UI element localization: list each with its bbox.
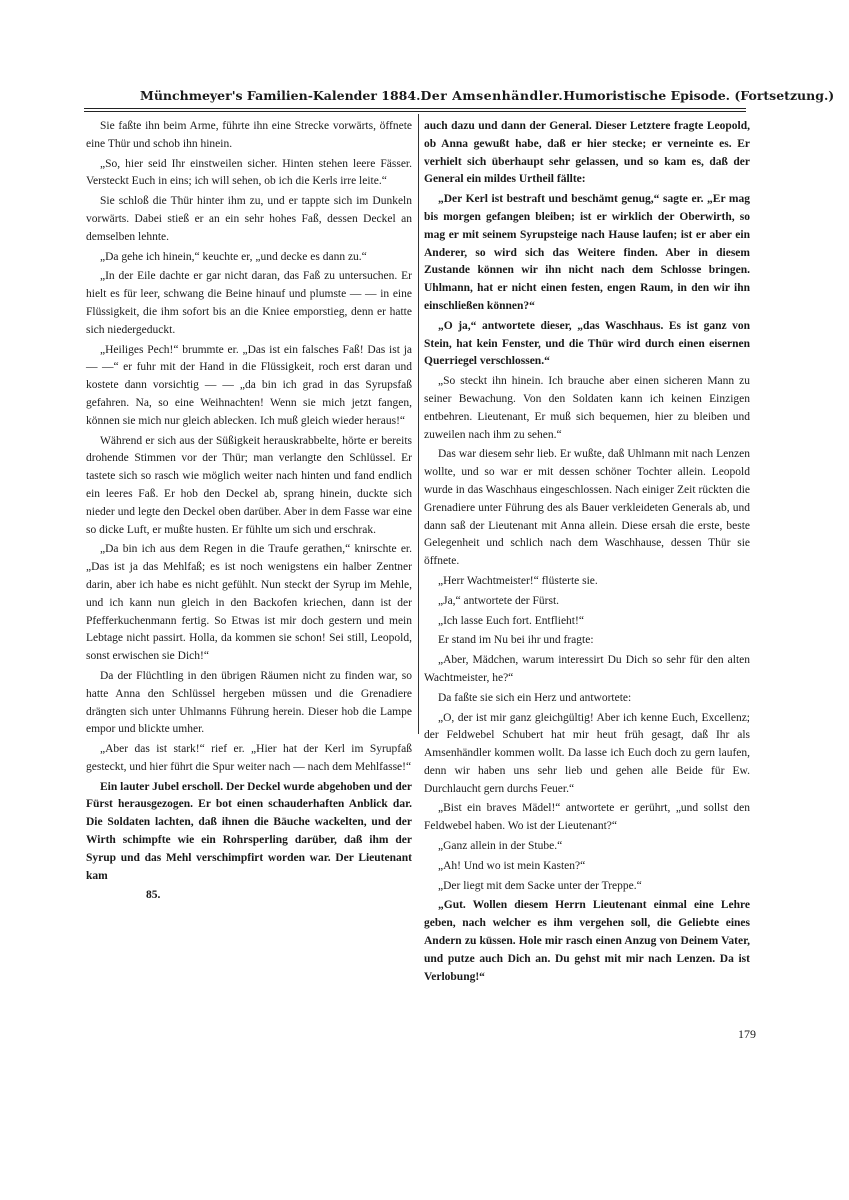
paragraph: Das war diesem sehr lieb. Er wußte, daß Uhlmann mit nach Lenzen wollte, und so war er mit dessen schöner Tochter allein. Leopold wurde in das Waschhaus eingeschlossen. Nach einiger Zeit rückten die Grenadiere unter Führung des als Bauer verkleideten Generals ab, und dann saß der Lieutenant mit Anna allein. Diese ersah die erste, beste Gelegenheit und schlich nach dem Waschhause, dessen Thür sie öffnete. <box>424 448 750 568</box>
running-header <box>140 88 835 103</box>
paragraph: „Ah! Und wo ist mein Kasten?“ <box>438 859 586 872</box>
paragraph: Sie schloß die Thür hinter ihm zu, und er tappte sich im Dunkeln vorwärts. Dabei stieß er an ein sehr hohes Faß, dessen Deckel an demselben lehnte. <box>86 195 412 243</box>
header-rule <box>84 108 746 109</box>
paragraph: auch dazu und dann der General. Dieser Letztere fragte Leopold, ob Anna gewußt habe, daß er hier stecke; er verneinte es. Er verhielt sich überhaupt sehr gelassen, und so kam es, daß der General ein mildes Urtheil fällte: <box>424 120 750 186</box>
paragraph: Er stand im Nu bei ihr und fragte: <box>438 634 594 647</box>
page-number: 179 <box>738 1027 756 1041</box>
paragraph: „O ja,“ antwortete dieser, „das Waschhaus. Es ist ganz von Stein, hat kein Fenster, und die Thür wird durch einen eisernen Querriegel verschlossen.“ <box>424 319 750 368</box>
paragraph: „Ganz allein in der Stube.“ <box>438 840 563 853</box>
header-story-title: Der Amsenhändler. <box>420 88 564 103</box>
paragraph: Sie faßte ihn beim Arme, führte ihn eine Strecke vorwärts, öffnete eine Thür und schob ihn hinein. <box>86 120 412 150</box>
paragraph: Während er sich aus der Süßigkeit herauskrabbelte, hörte er bereits drohende Stimmen vor der Thür; man verlangte den Schlüssel. Er tastete sich so rasch wie möglich weiter nach hinten und fand endlich ein leeres Faß. Er hob den Deckel ab, sprang hinein, duckte sich nieder und legte den Deckel oben darüber. Aber in dem Fasse war eine so dicke Luft, er mußte husten. Er fühlte um sich und erschrak. <box>86 434 412 536</box>
paragraph: „In der Eile dachte er gar nicht daran, das Faß zu untersuchen. Er hielt es für leer, schwang die Beine hinauf und plumste — — in eine Flüssigkeit, die ihm sofort bis an die Kniee emporstieg, denn er hatte sich niedergeduckt. <box>86 270 412 336</box>
paragraph: „Herr Wachtmeister!“ flüsterte sie. <box>438 574 598 587</box>
paragraph: „Ja,“ antwortete der Fürst. <box>438 594 560 607</box>
paragraph: Da der Flüchtling in den übrigen Räumen nicht zu finden war, so hatte Anna den Schlüssel hergeben müssen und die Grenadiere drängten sich unter Uhlmanns Führung herein. Dieser hob die Lampe empor und blickte umher. <box>86 669 412 736</box>
header-rule-thin <box>84 111 746 112</box>
paragraph: „Bist ein braves Mädel!“ antwortete er gerührt, „und sollst den Feldwebel haben. Wo ist der Lieutenant?“ <box>424 802 750 833</box>
column-footer-number: 85. <box>146 889 161 902</box>
paragraph: Da faßte sie sich ein Herz und antwortete: <box>438 691 632 704</box>
paragraph: Ein lauter Jubel erscholl. Der Deckel wurde abgehoben und der Fürst herausgezogen. Er bot einen schauderhaften Anblick dar. Die Soldaten lachten, daß ihnen die Bäuche wackelten, und der Wirth schimpfte wie ein Rohrsperling darüber, daß ihm der Syrup und das Mehl verschimpfirt worden war. Der Lieutenant kam <box>86 780 412 882</box>
paragraph: „Ich lasse Euch fort. Entflieht!“ <box>438 614 584 627</box>
paragraph: „O, der ist mir ganz gleichgültig! Aber ich kenne Euch, Excellenz; der Feldwebel Schubert hat mir heut früh gesagt, daß Ihr als Amsenhändler kommen wollt. Da lasse ich Euch doch zu gern laufen, denn wir haben uns sehr lieb und gehen alle Beide für Ew. Durchlaucht gern durchs Feuer.“ <box>424 711 750 795</box>
paragraph: „Aber, Mädchen, warum interessirt Du Dich so sehr für den alten Wachtmeister, he?“ <box>424 654 750 684</box>
header-calendar-title: Münchmeyer's Familien-Kalender 1884. <box>140 88 421 103</box>
paragraph: „Da gehe ich hinein,“ keuchte er, „und decke es dann zu.“ <box>100 250 367 263</box>
paragraph: „Heiliges Pech!“ brummte er. „Das ist ein falsches Faß! Das ist ja — —“ er fuhr mit der Hand in die Flüssigkeit, roch erst daran und kostete dann vorsichtig — — „da bin ich grad in das Syrupsfaß gefahren. Na, so eine Weihnachten! Wenn sie mich jetzt fangen, können sie mich nur gleich ablecken. Ich muß gleich wieder heraus!“ <box>86 343 412 427</box>
paragraph: „Aber das ist stark!“ rief er. „Hier hat der Kerl im Syrupfaß gesteckt, und hier führt die Spur weiter nach — nach dem Mehlfasse!“ <box>86 743 412 773</box>
column-divider <box>418 114 419 734</box>
paragraph: „So steckt ihn hinein. Ich brauche aber einen sicheren Mann zu seiner Bewachung. Von den Soldaten kann ich keinen Einzigen entbehren. Lieutenant, Er muß sich bequemen, hier zu bleiben und zuweilen nach ihm zu sehen.“ <box>424 375 750 441</box>
paragraph: „Der liegt mit dem Sacke unter der Treppe.“ <box>438 879 642 892</box>
paragraph: „So, hier seid Ihr einstweilen sicher. Hinten stehen leere Fässer. Versteckt Euch in eins; ich will sehen, ob ich die Kerls irre leite.“ <box>86 157 412 188</box>
header-episode: Humoristische Episode. (Fortsetzung.) <box>563 88 835 103</box>
left-column <box>86 118 412 905</box>
right-column <box>424 118 750 988</box>
paragraph: „Der Kerl ist bestraft und beschämt genug,“ sagte er. „Er mag bis morgen gefangen bleiben; ist er wirklich der Oberwirth, so mag er mit seinem Syrupsteige nach Hause laufen; ist er aber ein Anderer, so wird sich das Weitere finden. Aber in diesem Zustande können wir ihn nicht nach dem Schlosse bringen. Uhlmann, hat er nicht einen festen, engen Raum, in den wir ihn einschließen können?“ <box>424 193 750 312</box>
paragraph: „Da bin ich aus dem Regen in die Traufe gerathen,“ knirschte er. „Das ist ja das Mehlfaß; es ist noch wenigstens ein halber Zentner darin, aber ich habe es nicht gefühlt. Nun steckt der Syrup im Mehle, und ich kann nun gleich in den Backofen kriechen, dann ist der Pfefferkuchenmann fertig. So Etwas ist mir doch gestern und mein Lebtage nicht passirt. Holla, da kommen sie schon! Sei still, Leopold, sonst erwischen sie Dich!“ <box>86 543 412 663</box>
paragraph: „Gut. Wollen diesem Herrn Lieutenant einmal eine Lehre geben, nach welcher es ihm vergehen soll, die Geliebte eines Andern zu küssen. Hole mir rasch einen Anzug von Deinem Vater, und putze auch Dich an. Du gehst mit mir nach Lenzen. Da ist Verlobung!“ <box>424 899 750 983</box>
